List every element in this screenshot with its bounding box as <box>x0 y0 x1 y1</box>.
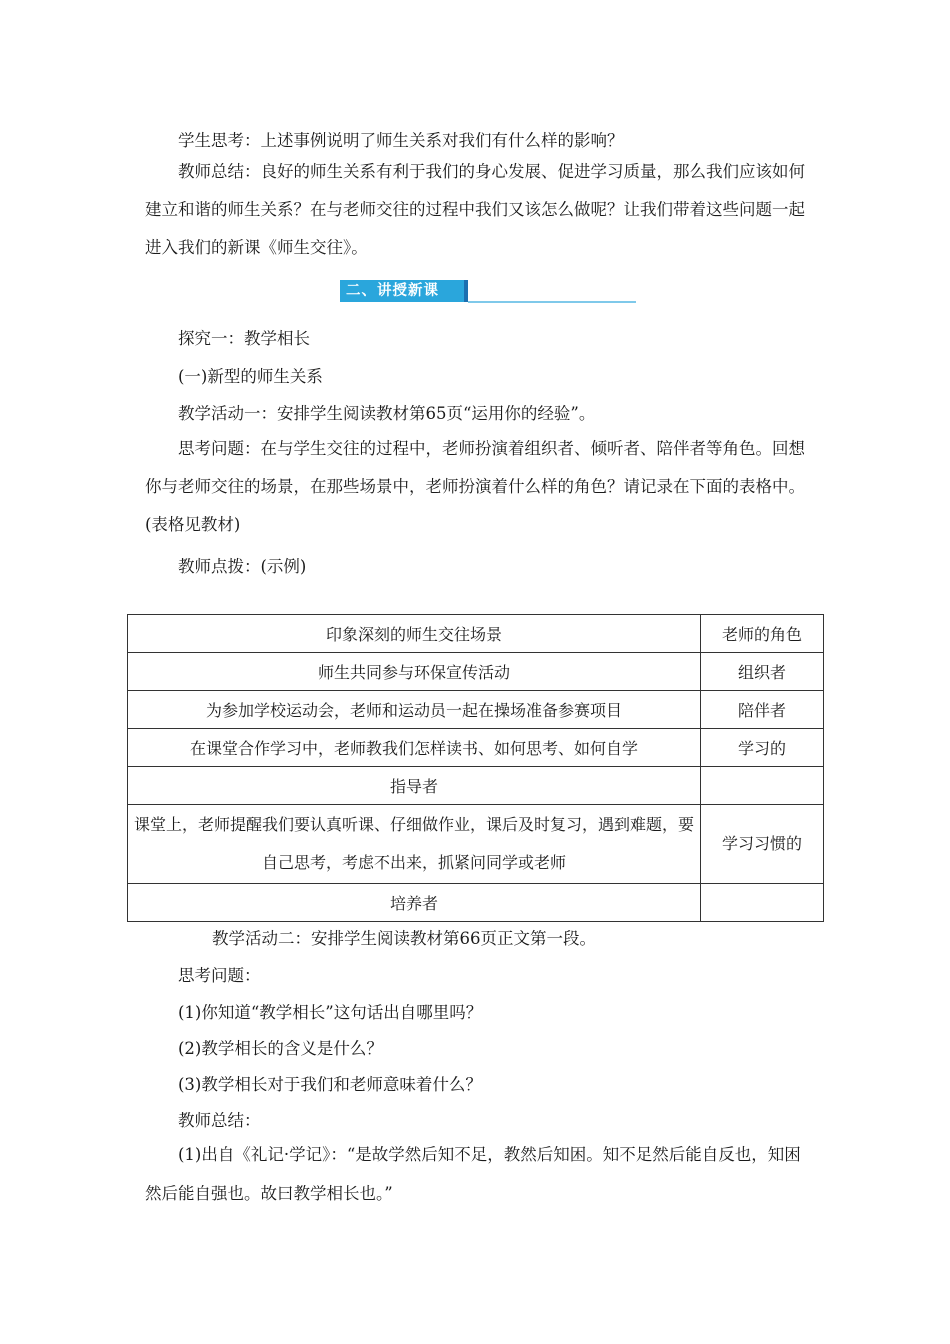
table-cell: 培养者 <box>128 884 701 922</box>
table-cell: 陪伴者 <box>701 691 824 729</box>
table-row <box>128 805 824 884</box>
table-cell: 指导者 <box>128 767 701 805</box>
question-paragraph: 思考问题：在与学生交往的过程中，老师扮演着组织者、倾听者、陪伴者等角色。回想你与老师交往的场景，在那些场景中，老师扮演着什么样的角色？请记录在下面的表格中。(表格见教材) <box>145 439 805 534</box>
question-two: (2)教学相长的含义是什么？ <box>178 1039 383 1058</box>
activity-one-paragraph: 教学活动一：安排学生阅读教材第65页“运用你的经验”。 <box>178 404 596 423</box>
table-cell: 学习习惯的 <box>701 805 824 884</box>
table-cell <box>701 767 824 805</box>
table-row <box>128 691 824 729</box>
table-cell <box>701 884 824 922</box>
think-label: 思考问题： <box>178 966 261 985</box>
table-header-cell: 老师的角色 <box>701 615 824 653</box>
student-thinking-paragraph: 学生思考：上述事例说明了师生关系对我们有什么样的影响？ <box>178 131 624 150</box>
table-cell: 学习的 <box>701 729 824 767</box>
table-header-row <box>128 615 824 653</box>
activity-two-paragraph: 教学活动二：安排学生阅读教材第66页正文第一段。 <box>212 929 596 948</box>
answer-one-paragraph: (1)出自《礼记·学记》：“是故学然后知不足，教然后知困。知不足然后能自反也，知困然后能自强也。故曰教学相长也。” <box>145 1145 801 1203</box>
table-header-cell: 印象深刻的师生交往场景 <box>128 615 701 653</box>
teacher-hint: 教师点拨：(示例) <box>178 557 307 576</box>
table-row <box>128 884 824 922</box>
explore-heading: 探究一：教学相长 <box>178 329 310 348</box>
section-banner-underline <box>468 301 636 303</box>
roles-table <box>127 614 824 922</box>
table-row <box>128 729 824 767</box>
section-banner-label: 二、讲授新课 <box>340 280 468 302</box>
table-cell: 组织者 <box>701 653 824 691</box>
question-one: (1)你知道“教学相长”这句话出自哪里吗？ <box>178 1003 483 1022</box>
table-cell: 在课堂合作学习中，老师教我们怎样读书、如何思考、如何自学 <box>128 729 701 767</box>
explore-subheading: (一)新型的师生关系 <box>178 367 323 386</box>
teacher-summary-paragraph: 教师总结：良好的师生关系有利于我们的身心发展、促进学习质量，那么我们应该如何建立和谐的师生关系？在与老师交往的过程中我们又该怎么做呢？让我们带着这些问题一起进入我们的新课《师生交往》。 <box>145 162 805 257</box>
section-banner <box>340 280 640 306</box>
teacher-summary-label: 教师总结： <box>178 1111 261 1130</box>
table-cell: 课堂上，老师提醒我们要认真听课、仔细做作业，课后及时复习，遇到难题，要自己思考，考虑不出来，抓紧问同学或老师 <box>128 805 701 884</box>
table-cell: 师生共同参与环保宣传活动 <box>128 653 701 691</box>
question-three: (3)教学相长对于我们和老师意味着什么？ <box>178 1075 482 1094</box>
table-row <box>128 767 824 805</box>
table-row <box>128 653 824 691</box>
table-cell: 为参加学校运动会，老师和运动员一起在操场准备参赛项目 <box>128 691 701 729</box>
